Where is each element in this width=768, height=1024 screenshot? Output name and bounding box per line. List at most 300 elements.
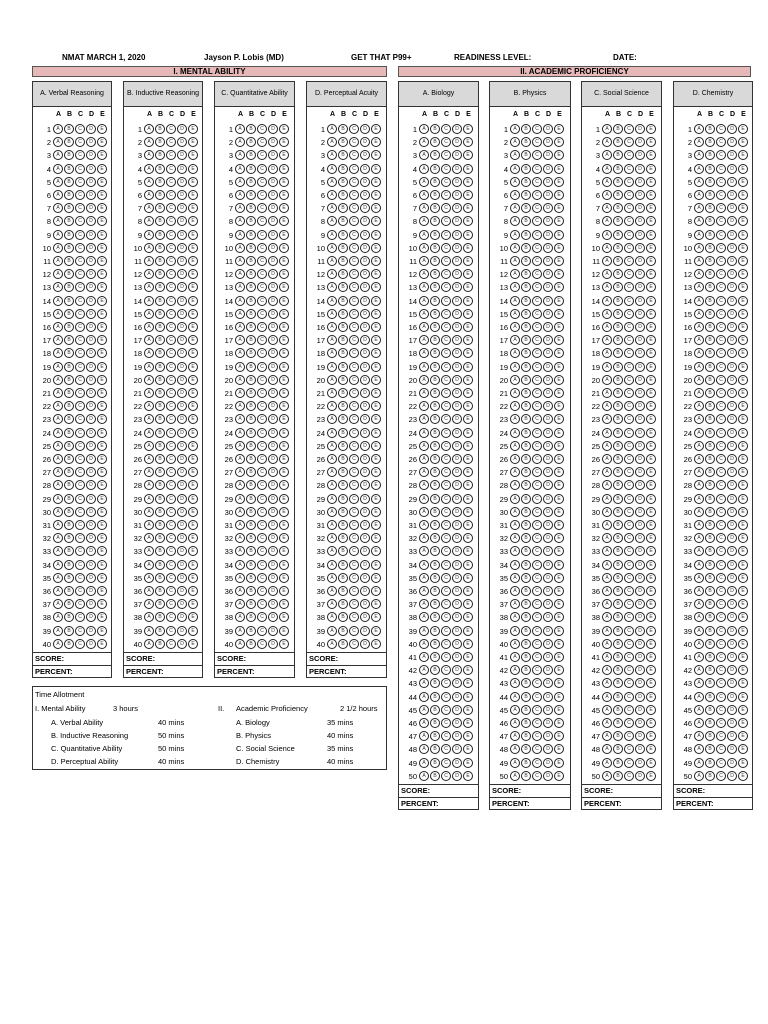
answer-bubble[interactable]: C — [349, 137, 359, 147]
answer-bubble[interactable]: B — [705, 388, 715, 398]
answer-bubble[interactable]: E — [463, 639, 473, 649]
answer-bubble[interactable]: B — [430, 256, 440, 266]
answer-bubble[interactable]: D — [452, 348, 462, 358]
percent-field[interactable]: PERCENT: — [490, 797, 570, 810]
answer-bubble[interactable]: E — [738, 454, 748, 464]
answer-bubble[interactable]: A — [510, 137, 520, 147]
answer-bubble[interactable]: D — [727, 322, 737, 332]
answer-bubble[interactable]: A — [510, 586, 520, 596]
answer-bubble[interactable]: B — [64, 573, 74, 583]
answer-bubble[interactable]: C — [441, 626, 451, 636]
answer-bubble[interactable]: A — [327, 256, 337, 266]
answer-bubble[interactable]: D — [268, 348, 278, 358]
answer-bubble[interactable]: B — [338, 441, 348, 451]
answer-bubble[interactable]: D — [268, 494, 278, 504]
answer-bubble[interactable]: D — [268, 230, 278, 240]
answer-bubble[interactable]: E — [554, 441, 564, 451]
answer-bubble[interactable]: B — [705, 282, 715, 292]
answer-bubble[interactable]: B — [246, 507, 256, 517]
answer-bubble[interactable]: A — [510, 639, 520, 649]
answer-bubble[interactable]: B — [521, 256, 531, 266]
answer-bubble[interactable]: A — [694, 612, 704, 622]
answer-bubble[interactable]: E — [188, 124, 198, 134]
answer-bubble[interactable]: A — [327, 296, 337, 306]
answer-bubble[interactable]: C — [257, 612, 267, 622]
answer-bubble[interactable]: D — [727, 269, 737, 279]
answer-bubble[interactable]: C — [441, 467, 451, 477]
answer-bubble[interactable]: E — [188, 467, 198, 477]
answer-bubble[interactable]: D — [360, 348, 370, 358]
answer-bubble[interactable]: C — [166, 348, 176, 358]
answer-bubble[interactable]: A — [510, 573, 520, 583]
answer-bubble[interactable]: D — [360, 401, 370, 411]
answer-bubble[interactable]: E — [463, 573, 473, 583]
answer-bubble[interactable]: E — [97, 467, 107, 477]
answer-bubble[interactable]: E — [97, 454, 107, 464]
answer-bubble[interactable]: B — [705, 190, 715, 200]
answer-bubble[interactable]: D — [727, 586, 737, 596]
answer-bubble[interactable]: E — [646, 177, 656, 187]
answer-bubble[interactable]: B — [155, 309, 165, 319]
answer-bubble[interactable]: C — [349, 533, 359, 543]
answer-bubble[interactable]: E — [554, 203, 564, 213]
answer-bubble[interactable]: D — [86, 296, 96, 306]
answer-bubble[interactable]: D — [452, 639, 462, 649]
answer-bubble[interactable]: A — [144, 639, 154, 649]
answer-bubble[interactable]: C — [624, 309, 634, 319]
answer-bubble[interactable]: E — [554, 612, 564, 622]
answer-bubble[interactable]: A — [694, 560, 704, 570]
answer-bubble[interactable]: A — [510, 401, 520, 411]
answer-bubble[interactable]: A — [694, 388, 704, 398]
answer-bubble[interactable]: E — [279, 190, 289, 200]
answer-bubble[interactable]: C — [716, 362, 726, 372]
answer-bubble[interactable]: B — [705, 692, 715, 702]
answer-bubble[interactable]: B — [613, 243, 623, 253]
answer-bubble[interactable]: C — [257, 269, 267, 279]
answer-bubble[interactable]: E — [738, 520, 748, 530]
answer-bubble[interactable]: B — [705, 441, 715, 451]
answer-bubble[interactable]: D — [268, 282, 278, 292]
answer-bubble[interactable]: C — [624, 599, 634, 609]
answer-bubble[interactable]: D — [86, 401, 96, 411]
answer-bubble[interactable]: E — [188, 520, 198, 530]
answer-bubble[interactable]: D — [360, 177, 370, 187]
answer-bubble[interactable]: E — [279, 612, 289, 622]
answer-bubble[interactable]: A — [510, 322, 520, 332]
answer-bubble[interactable]: B — [613, 573, 623, 583]
answer-bubble[interactable]: A — [53, 137, 63, 147]
answer-bubble[interactable]: D — [360, 375, 370, 385]
answer-bubble[interactable]: C — [441, 230, 451, 240]
answer-bubble[interactable]: C — [349, 520, 359, 530]
answer-bubble[interactable]: C — [257, 164, 267, 174]
answer-bubble[interactable]: A — [327, 124, 337, 134]
answer-bubble[interactable]: A — [235, 137, 245, 147]
answer-bubble[interactable]: C — [716, 494, 726, 504]
answer-bubble[interactable]: E — [279, 177, 289, 187]
answer-bubble[interactable]: E — [738, 216, 748, 226]
answer-bubble[interactable]: D — [268, 639, 278, 649]
answer-bubble[interactable]: C — [532, 230, 542, 240]
answer-bubble[interactable]: A — [602, 692, 612, 702]
answer-bubble[interactable]: C — [624, 586, 634, 596]
answer-bubble[interactable]: D — [635, 177, 645, 187]
answer-bubble[interactable]: C — [624, 520, 634, 530]
answer-bubble[interactable]: D — [360, 454, 370, 464]
answer-bubble[interactable]: D — [86, 137, 96, 147]
answer-bubble[interactable]: A — [694, 203, 704, 213]
answer-bubble[interactable]: C — [532, 520, 542, 530]
answer-bubble[interactable]: D — [86, 348, 96, 358]
answer-bubble[interactable]: D — [727, 599, 737, 609]
answer-bubble[interactable]: D — [727, 705, 737, 715]
answer-bubble[interactable]: B — [246, 546, 256, 556]
answer-bubble[interactable]: E — [279, 546, 289, 556]
answer-bubble[interactable]: E — [646, 190, 656, 200]
answer-bubble[interactable]: A — [327, 401, 337, 411]
answer-bubble[interactable]: A — [510, 678, 520, 688]
answer-bubble[interactable]: C — [716, 639, 726, 649]
answer-bubble[interactable]: B — [338, 164, 348, 174]
answer-bubble[interactable]: A — [419, 388, 429, 398]
percent-field[interactable]: PERCENT: — [33, 665, 111, 678]
answer-bubble[interactable]: C — [532, 177, 542, 187]
answer-bubble[interactable]: D — [177, 401, 187, 411]
answer-bubble[interactable]: E — [554, 296, 564, 306]
answer-bubble[interactable]: B — [705, 652, 715, 662]
answer-bubble[interactable]: D — [268, 480, 278, 490]
answer-bubble[interactable]: E — [188, 137, 198, 147]
answer-bubble[interactable]: E — [554, 137, 564, 147]
answer-bubble[interactable]: C — [441, 177, 451, 187]
answer-bubble[interactable]: E — [371, 639, 381, 649]
answer-bubble[interactable]: A — [694, 164, 704, 174]
answer-bubble[interactable]: C — [257, 243, 267, 253]
answer-bubble[interactable]: B — [338, 256, 348, 266]
answer-bubble[interactable]: C — [532, 428, 542, 438]
answer-bubble[interactable]: E — [738, 322, 748, 332]
answer-bubble[interactable]: B — [155, 626, 165, 636]
answer-bubble[interactable]: E — [738, 560, 748, 570]
answer-bubble[interactable]: C — [75, 164, 85, 174]
answer-bubble[interactable]: C — [441, 216, 451, 226]
answer-bubble[interactable]: A — [235, 520, 245, 530]
answer-bubble[interactable]: C — [257, 124, 267, 134]
answer-bubble[interactable]: C — [75, 494, 85, 504]
answer-bubble[interactable]: C — [532, 375, 542, 385]
answer-bubble[interactable]: B — [705, 599, 715, 609]
answer-bubble[interactable]: A — [327, 546, 337, 556]
answer-bubble[interactable]: D — [452, 546, 462, 556]
answer-bubble[interactable]: A — [144, 520, 154, 530]
answer-bubble[interactable]: B — [246, 216, 256, 226]
answer-bubble[interactable]: B — [613, 560, 623, 570]
answer-bubble[interactable]: A — [419, 348, 429, 358]
answer-bubble[interactable]: B — [613, 507, 623, 517]
answer-bubble[interactable]: A — [694, 414, 704, 424]
answer-bubble[interactable]: E — [188, 309, 198, 319]
answer-bubble[interactable]: C — [532, 692, 542, 702]
answer-bubble[interactable]: B — [64, 520, 74, 530]
answer-bubble[interactable]: A — [694, 428, 704, 438]
answer-bubble[interactable]: A — [694, 296, 704, 306]
answer-bubble[interactable]: D — [452, 230, 462, 240]
answer-bubble[interactable]: E — [646, 758, 656, 768]
answer-bubble[interactable]: A — [694, 744, 704, 754]
answer-bubble[interactable]: B — [521, 322, 531, 332]
answer-bubble[interactable]: E — [463, 441, 473, 451]
answer-bubble[interactable]: E — [646, 137, 656, 147]
answer-bubble[interactable]: B — [613, 692, 623, 702]
answer-bubble[interactable]: A — [510, 480, 520, 490]
answer-bubble[interactable]: E — [371, 573, 381, 583]
answer-bubble[interactable]: E — [279, 164, 289, 174]
answer-bubble[interactable]: D — [635, 190, 645, 200]
answer-bubble[interactable]: E — [371, 533, 381, 543]
answer-bubble[interactable]: D — [635, 507, 645, 517]
answer-bubble[interactable]: A — [419, 230, 429, 240]
answer-bubble[interactable]: D — [177, 494, 187, 504]
answer-bubble[interactable]: A — [602, 744, 612, 754]
answer-bubble[interactable]: A — [419, 164, 429, 174]
answer-bubble[interactable]: E — [738, 243, 748, 253]
answer-bubble[interactable]: D — [727, 414, 737, 424]
answer-bubble[interactable]: B — [430, 414, 440, 424]
answer-bubble[interactable]: D — [635, 362, 645, 372]
answer-bubble[interactable]: E — [738, 507, 748, 517]
answer-bubble[interactable]: B — [521, 639, 531, 649]
answer-bubble[interactable]: E — [738, 758, 748, 768]
answer-bubble[interactable]: C — [75, 269, 85, 279]
answer-bubble[interactable]: C — [624, 388, 634, 398]
answer-bubble[interactable]: A — [419, 599, 429, 609]
answer-bubble[interactable]: C — [624, 652, 634, 662]
answer-bubble[interactable]: A — [53, 467, 63, 477]
score-field[interactable]: SCORE: — [674, 784, 752, 797]
answer-bubble[interactable]: D — [727, 216, 737, 226]
answer-bubble[interactable]: D — [268, 203, 278, 213]
score-field[interactable]: SCORE: — [215, 652, 294, 665]
answer-bubble[interactable]: E — [646, 348, 656, 358]
answer-bubble[interactable]: D — [635, 256, 645, 266]
answer-bubble[interactable]: D — [543, 269, 553, 279]
answer-bubble[interactable]: E — [646, 520, 656, 530]
answer-bubble[interactable]: A — [235, 309, 245, 319]
answer-bubble[interactable]: D — [543, 414, 553, 424]
answer-bubble[interactable]: B — [64, 177, 74, 187]
answer-bubble[interactable]: D — [177, 626, 187, 636]
answer-bubble[interactable]: E — [371, 137, 381, 147]
answer-bubble[interactable]: E — [463, 164, 473, 174]
answer-bubble[interactable]: A — [694, 639, 704, 649]
answer-bubble[interactable]: C — [624, 177, 634, 187]
answer-bubble[interactable]: D — [268, 573, 278, 583]
answer-bubble[interactable]: E — [463, 203, 473, 213]
answer-bubble[interactable]: D — [543, 520, 553, 530]
answer-bubble[interactable]: A — [235, 428, 245, 438]
answer-bubble[interactable]: B — [246, 150, 256, 160]
answer-bubble[interactable]: C — [624, 401, 634, 411]
answer-bubble[interactable]: D — [86, 454, 96, 464]
answer-bubble[interactable]: D — [452, 203, 462, 213]
answer-bubble[interactable]: C — [441, 586, 451, 596]
answer-bubble[interactable]: C — [166, 335, 176, 345]
answer-bubble[interactable]: C — [441, 771, 451, 781]
answer-bubble[interactable]: E — [646, 124, 656, 134]
answer-bubble[interactable]: D — [452, 626, 462, 636]
answer-bubble[interactable]: B — [430, 705, 440, 715]
answer-bubble[interactable]: C — [349, 560, 359, 570]
answer-bubble[interactable]: A — [602, 124, 612, 134]
answer-bubble[interactable]: D — [360, 533, 370, 543]
answer-bubble[interactable]: A — [694, 533, 704, 543]
answer-bubble[interactable]: D — [452, 137, 462, 147]
answer-bubble[interactable]: B — [705, 150, 715, 160]
answer-bubble[interactable]: A — [144, 150, 154, 160]
answer-bubble[interactable]: E — [463, 375, 473, 385]
answer-bubble[interactable]: A — [510, 164, 520, 174]
answer-bubble[interactable]: B — [521, 665, 531, 675]
answer-bubble[interactable]: D — [177, 150, 187, 160]
answer-bubble[interactable]: D — [177, 573, 187, 583]
answer-bubble[interactable]: E — [463, 454, 473, 464]
answer-bubble[interactable]: A — [144, 164, 154, 174]
answer-bubble[interactable]: D — [635, 322, 645, 332]
answer-bubble[interactable]: A — [53, 190, 63, 200]
answer-bubble[interactable]: C — [257, 401, 267, 411]
answer-bubble[interactable]: E — [463, 520, 473, 530]
answer-bubble[interactable]: E — [738, 137, 748, 147]
answer-bubble[interactable]: A — [694, 335, 704, 345]
answer-bubble[interactable]: A — [53, 573, 63, 583]
answer-bubble[interactable]: B — [705, 414, 715, 424]
answer-bubble[interactable]: D — [543, 731, 553, 741]
answer-bubble[interactable]: A — [419, 494, 429, 504]
answer-bubble[interactable]: A — [694, 269, 704, 279]
answer-bubble[interactable]: A — [53, 150, 63, 160]
answer-bubble[interactable]: E — [97, 137, 107, 147]
answer-bubble[interactable]: C — [166, 639, 176, 649]
answer-bubble[interactable]: D — [86, 388, 96, 398]
answer-bubble[interactable]: D — [635, 335, 645, 345]
answer-bubble[interactable]: B — [705, 428, 715, 438]
answer-bubble[interactable]: B — [246, 137, 256, 147]
answer-bubble[interactable]: C — [257, 362, 267, 372]
answer-bubble[interactable]: A — [235, 335, 245, 345]
answer-bubble[interactable]: C — [716, 678, 726, 688]
answer-bubble[interactable]: E — [188, 414, 198, 424]
answer-bubble[interactable]: A — [327, 362, 337, 372]
answer-bubble[interactable]: D — [635, 124, 645, 134]
answer-bubble[interactable]: B — [613, 309, 623, 319]
answer-bubble[interactable]: A — [53, 243, 63, 253]
answer-bubble[interactable]: C — [624, 441, 634, 451]
answer-bubble[interactable]: A — [510, 414, 520, 424]
answer-bubble[interactable]: A — [53, 494, 63, 504]
answer-bubble[interactable]: E — [554, 718, 564, 728]
answer-bubble[interactable]: E — [97, 401, 107, 411]
answer-bubble[interactable]: E — [97, 546, 107, 556]
answer-bubble[interactable]: D — [360, 296, 370, 306]
answer-bubble[interactable]: D — [177, 375, 187, 385]
answer-bubble[interactable]: E — [371, 362, 381, 372]
answer-bubble[interactable]: C — [716, 348, 726, 358]
answer-bubble[interactable]: A — [419, 190, 429, 200]
answer-bubble[interactable]: D — [360, 203, 370, 213]
answer-bubble[interactable]: B — [338, 362, 348, 372]
answer-bubble[interactable]: A — [144, 230, 154, 240]
answer-bubble[interactable]: C — [441, 335, 451, 345]
answer-bubble[interactable]: A — [53, 520, 63, 530]
answer-bubble[interactable]: C — [257, 428, 267, 438]
answer-bubble[interactable]: A — [510, 256, 520, 266]
answer-bubble[interactable]: E — [554, 744, 564, 754]
answer-bubble[interactable]: C — [349, 467, 359, 477]
answer-bubble[interactable]: E — [646, 718, 656, 728]
answer-bubble[interactable]: E — [279, 467, 289, 477]
answer-bubble[interactable]: A — [144, 626, 154, 636]
answer-bubble[interactable]: E — [371, 388, 381, 398]
answer-bubble[interactable]: D — [635, 718, 645, 728]
answer-bubble[interactable]: D — [452, 124, 462, 134]
answer-bubble[interactable]: E — [279, 401, 289, 411]
answer-bubble[interactable]: C — [441, 573, 451, 583]
answer-bubble[interactable]: B — [155, 230, 165, 240]
answer-bubble[interactable]: D — [268, 296, 278, 306]
answer-bubble[interactable]: C — [349, 203, 359, 213]
answer-bubble[interactable]: C — [532, 771, 542, 781]
answer-bubble[interactable]: E — [738, 441, 748, 451]
answer-bubble[interactable]: E — [371, 309, 381, 319]
answer-bubble[interactable]: B — [64, 362, 74, 372]
answer-bubble[interactable]: E — [97, 216, 107, 226]
answer-bubble[interactable]: A — [510, 243, 520, 253]
answer-bubble[interactable]: E — [371, 612, 381, 622]
answer-bubble[interactable]: D — [452, 718, 462, 728]
answer-bubble[interactable]: A — [327, 626, 337, 636]
answer-bubble[interactable]: B — [338, 335, 348, 345]
answer-bubble[interactable]: B — [155, 348, 165, 358]
answer-bubble[interactable]: B — [155, 335, 165, 345]
answer-bubble[interactable]: E — [646, 692, 656, 702]
answer-bubble[interactable]: D — [360, 322, 370, 332]
answer-bubble[interactable]: B — [613, 348, 623, 358]
answer-bubble[interactable]: E — [463, 414, 473, 424]
answer-bubble[interactable]: D — [635, 454, 645, 464]
answer-bubble[interactable]: C — [624, 216, 634, 226]
answer-bubble[interactable]: E — [463, 560, 473, 570]
answer-bubble[interactable]: D — [543, 639, 553, 649]
answer-bubble[interactable]: B — [705, 705, 715, 715]
answer-bubble[interactable]: D — [86, 322, 96, 332]
answer-bubble[interactable]: C — [441, 480, 451, 490]
answer-bubble[interactable]: B — [705, 256, 715, 266]
answer-bubble[interactable]: E — [738, 546, 748, 556]
answer-bubble[interactable]: A — [510, 335, 520, 345]
answer-bubble[interactable]: E — [738, 203, 748, 213]
answer-bubble[interactable]: A — [144, 375, 154, 385]
answer-bubble[interactable]: C — [624, 124, 634, 134]
answer-bubble[interactable]: C — [716, 467, 726, 477]
answer-bubble[interactable]: B — [430, 599, 440, 609]
answer-bubble[interactable]: D — [86, 626, 96, 636]
answer-bubble[interactable]: C — [441, 494, 451, 504]
answer-bubble[interactable]: D — [86, 282, 96, 292]
answer-bubble[interactable]: A — [53, 388, 63, 398]
answer-bubble[interactable]: A — [327, 150, 337, 160]
answer-bubble[interactable]: C — [75, 296, 85, 306]
